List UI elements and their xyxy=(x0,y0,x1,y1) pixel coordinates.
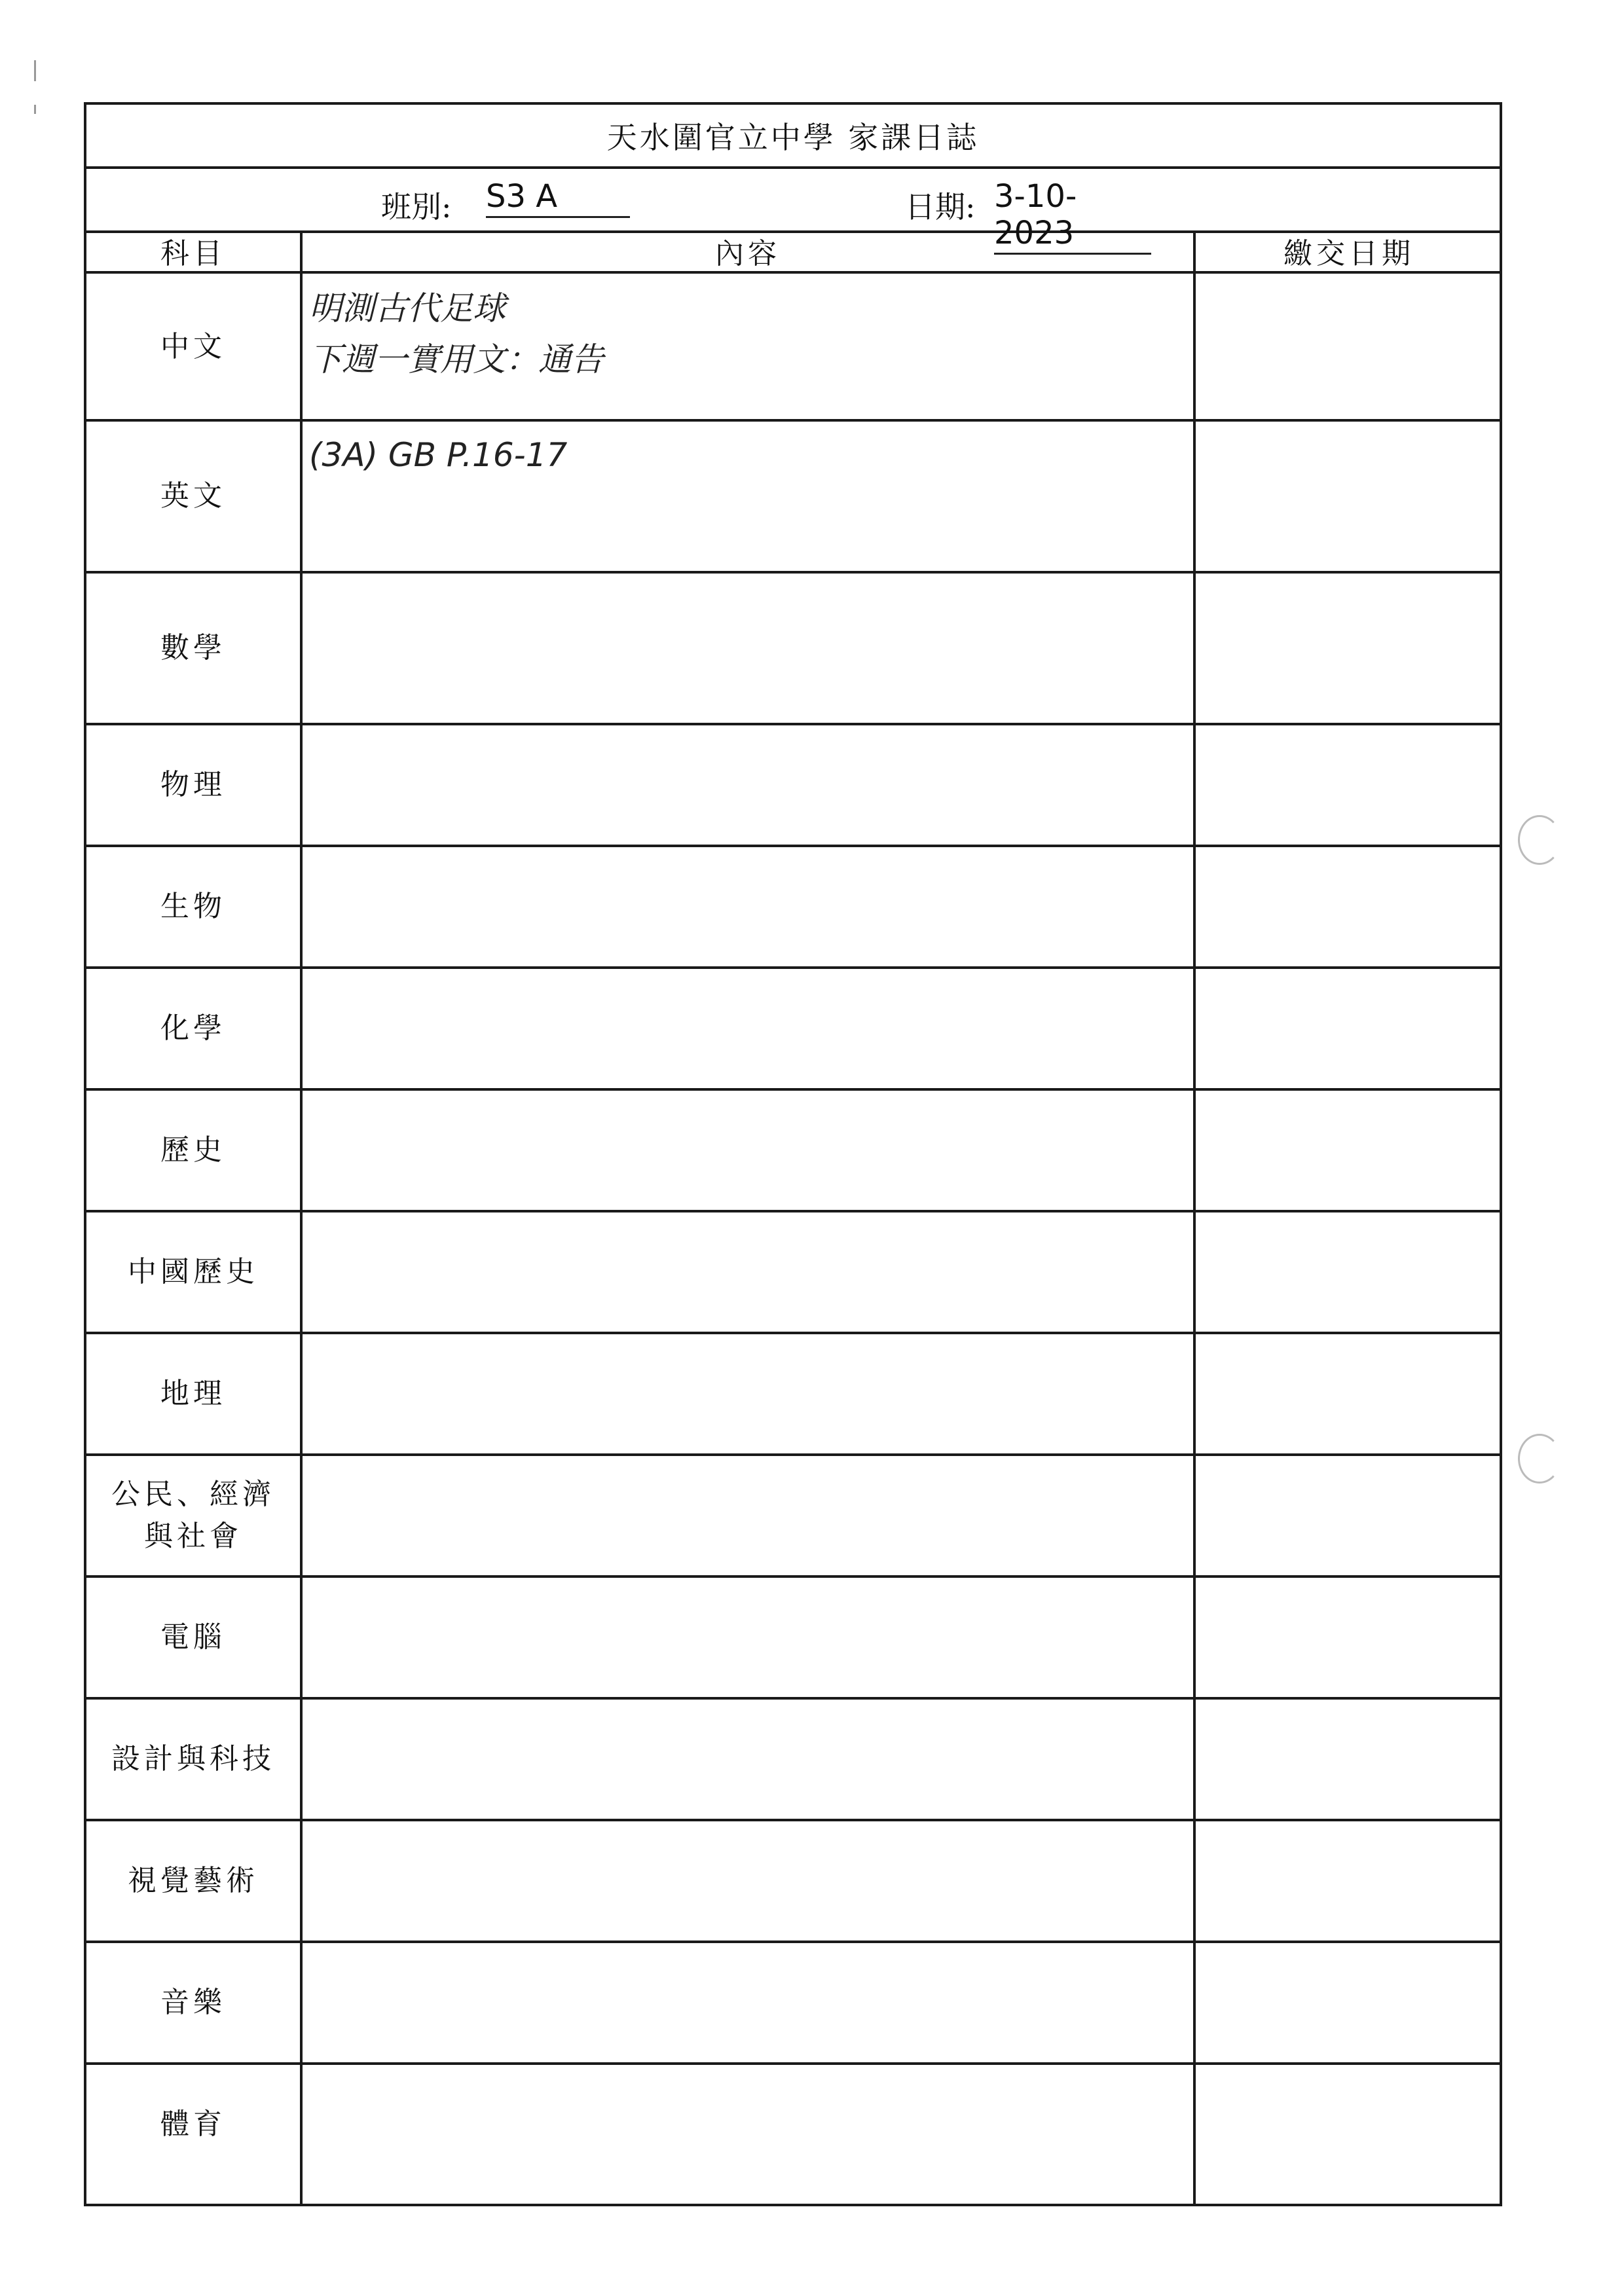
due-date-cell xyxy=(1206,968,1494,1099)
content-cell xyxy=(309,1576,1180,1707)
scan-margin-line xyxy=(34,60,36,81)
subject-cell: 設計與科技 xyxy=(111,1742,275,1776)
content-cell xyxy=(309,1698,1180,1829)
content-cell xyxy=(309,572,1180,733)
class-label: 班別: xyxy=(381,189,452,225)
homework-diary-sheet xyxy=(84,102,1502,2206)
subject-cell: 電腦 xyxy=(160,1620,226,1654)
page-title: 天水圍官立中學 家課日誌 xyxy=(86,105,1500,169)
due-date-cell xyxy=(1206,1455,1494,1586)
subject-cell: 化學 xyxy=(160,1011,226,1045)
class-date-row xyxy=(86,166,1500,251)
subject-cell: 中國歷史 xyxy=(128,1255,259,1288)
due-date-cell xyxy=(1206,846,1494,977)
subject-cell: 中文 xyxy=(160,330,226,363)
subject-cell: 體育 xyxy=(160,2107,226,2141)
content-cell: 明測古代足球 下週一實用文：通告 xyxy=(309,289,604,378)
subject-cell: 地理 xyxy=(160,1377,226,1410)
content-cell xyxy=(309,1942,1180,2073)
due-date-cell xyxy=(1206,1698,1494,1829)
content-cell xyxy=(309,1089,1180,1220)
date-value: 3-10-2023 xyxy=(994,178,1151,255)
punch-hole-mark xyxy=(1518,815,1561,865)
column-divider xyxy=(1193,230,1196,2204)
due-date-cell xyxy=(1206,274,1494,429)
scan-margin-line xyxy=(34,105,36,114)
due-date-cell xyxy=(1206,1820,1494,1951)
subject-cell: 歷史 xyxy=(160,1133,226,1167)
subject-column-header: 科目 xyxy=(160,237,226,270)
subject-cell: 視覺藝術 xyxy=(128,1864,259,1897)
class-value: S3 A xyxy=(486,178,630,218)
content-cell: (3A) GB P.16-17 xyxy=(309,436,568,474)
subject-cell: 生物 xyxy=(160,890,226,923)
due-date-column-header: 繳交日期 xyxy=(1283,237,1414,270)
column-divider xyxy=(300,230,303,2204)
subject-cell: 音樂 xyxy=(160,1986,226,2019)
due-date-cell xyxy=(1206,1576,1494,1707)
due-date-cell xyxy=(1206,1211,1494,1342)
subject-cell: 公民、經濟 與社會 xyxy=(111,1478,275,1553)
subject-cell: 英文 xyxy=(160,479,226,513)
content-cell xyxy=(309,968,1180,1099)
due-date-cell xyxy=(1206,724,1494,855)
due-date-cell xyxy=(1206,1333,1494,1464)
due-date-cell xyxy=(1206,572,1494,733)
homework-table xyxy=(86,230,1500,2204)
due-date-cell xyxy=(1206,420,1494,581)
subject-cell: 數學 xyxy=(160,631,226,665)
content-cell xyxy=(309,1333,1180,1464)
due-date-cell xyxy=(1206,1089,1494,1220)
date-label: 日期: xyxy=(905,189,976,225)
content-cell xyxy=(309,724,1180,855)
content-cell xyxy=(309,1211,1180,1342)
due-date-cell xyxy=(1206,2064,1494,2195)
content-cell xyxy=(309,846,1180,977)
content-column-header: 內容 xyxy=(715,237,781,270)
content-cell xyxy=(309,2064,1180,2195)
due-date-cell xyxy=(1206,1942,1494,2073)
subject-cell: 物理 xyxy=(160,768,226,801)
punch-hole-mark xyxy=(1518,1434,1561,1484)
content-cell xyxy=(309,1455,1180,1586)
content-cell xyxy=(309,1820,1180,1951)
